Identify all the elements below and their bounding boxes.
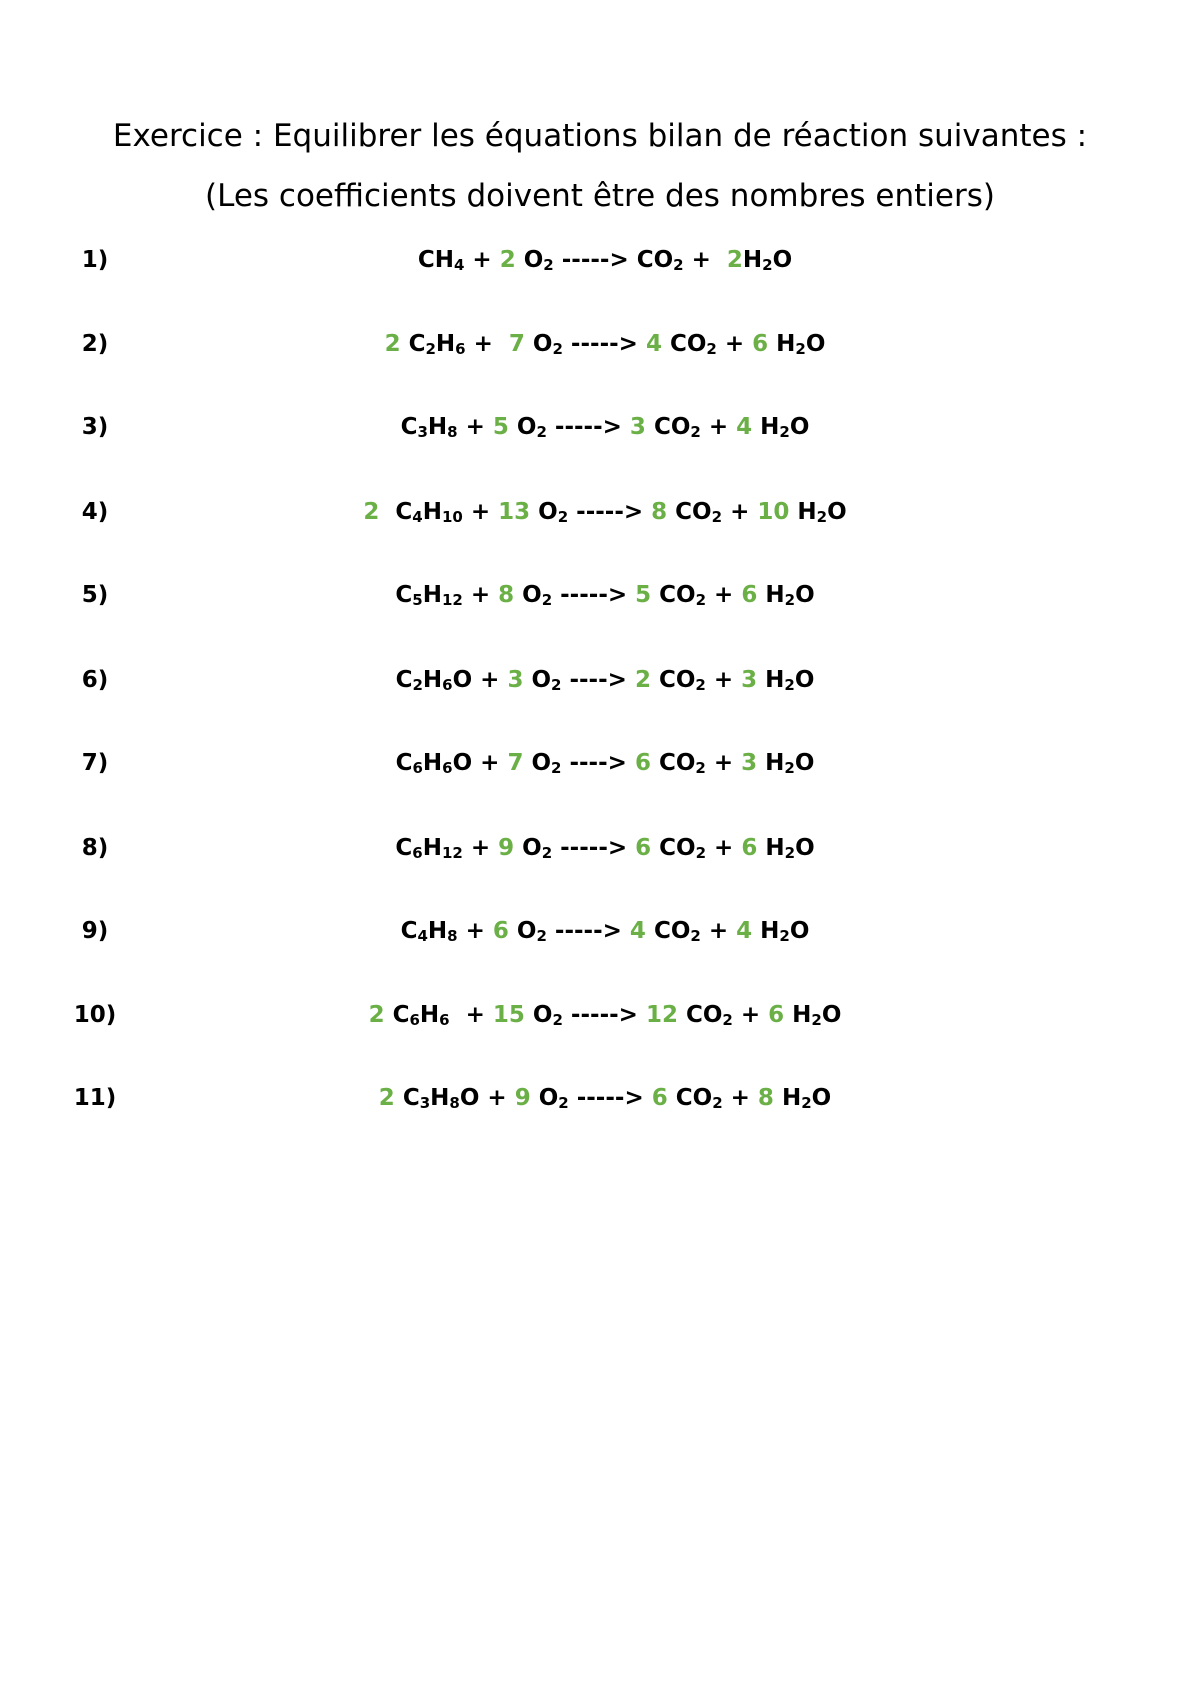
formula-text: O <box>508 918 537 944</box>
formula-text: H <box>789 499 817 525</box>
subscript: 2 <box>779 927 790 945</box>
formula-text: H <box>757 835 785 861</box>
formula-text: H <box>757 582 785 608</box>
formula-text: O <box>811 1085 832 1111</box>
equation-row <box>0 324 1200 364</box>
coefficient: 4 <box>629 918 646 944</box>
formula-text: + <box>457 414 493 440</box>
subscript: 2 <box>552 1011 563 1029</box>
subscript: 2 <box>541 844 553 862</box>
coefficient: 5 <box>635 582 652 608</box>
coefficient: 9 <box>514 1085 531 1111</box>
formula-text: -----> <box>552 582 636 608</box>
formula-text: H <box>752 918 780 944</box>
formula-text: H <box>427 414 448 440</box>
equation-formula <box>0 324 1200 364</box>
equation-row <box>0 1078 1200 1118</box>
equation-row <box>0 743 1200 783</box>
subscript: 6 <box>409 1011 420 1029</box>
coefficient: 9 <box>498 835 515 861</box>
formula-text: + <box>462 499 499 525</box>
coefficient: 13 <box>498 499 531 525</box>
formula-text: CO <box>667 1085 713 1111</box>
equation-formula <box>0 911 1200 951</box>
subscript: 2 <box>551 759 562 777</box>
subscript: 2 <box>690 423 701 441</box>
equation-number: 9) <box>81 918 109 944</box>
equation-row <box>0 911 1200 951</box>
coefficient: 3 <box>507 667 524 693</box>
formula-text: + <box>683 247 727 273</box>
formula-text: + <box>700 918 737 944</box>
formula-text: CH <box>417 247 454 273</box>
coefficient: 3 <box>741 667 758 693</box>
formula-text: CO <box>650 750 696 776</box>
coefficient: 6 <box>634 750 651 776</box>
formula-text: + <box>462 582 499 608</box>
subscript: 2 <box>801 1094 812 1112</box>
formula-text: + <box>472 750 508 776</box>
subscript: 2 <box>557 508 569 526</box>
subscript: 3 <box>419 1094 431 1112</box>
formula-text: H <box>435 331 456 357</box>
formula-text: + <box>706 835 742 861</box>
formula-text: -----> <box>552 835 636 861</box>
coefficient: 2 <box>384 331 401 357</box>
subscript: 2 <box>811 1011 822 1029</box>
formula-text: CO <box>651 582 696 608</box>
formula-text: + <box>457 918 493 944</box>
subscript: 2 <box>425 340 436 358</box>
formula-text: + <box>705 667 742 693</box>
equation-number: 8) <box>81 835 109 861</box>
formula-text: H <box>773 1085 802 1111</box>
subscript: 2 <box>816 508 828 526</box>
coefficient: 12 <box>645 1002 678 1028</box>
formula-text: O <box>523 750 552 776</box>
equation-formula <box>0 1078 1200 1118</box>
formula-text: + <box>716 331 753 357</box>
equation-formula <box>0 828 1200 868</box>
subscript: 2 <box>541 591 553 609</box>
formula-text: + <box>705 750 742 776</box>
equation-row <box>0 828 1200 868</box>
formula-text: -----> <box>568 1085 652 1111</box>
formula-text: CO <box>661 331 707 357</box>
formula-text: O <box>523 667 552 693</box>
formula-text: CO <box>650 667 696 693</box>
equation-formula <box>0 240 1200 280</box>
subscript: 2 <box>558 1094 569 1112</box>
equation-number: 3) <box>81 414 109 440</box>
formula-text: + <box>464 247 500 273</box>
formula-text: O <box>515 247 544 273</box>
subscript: 6 <box>439 1011 450 1029</box>
formula-text: O <box>452 750 473 776</box>
formula-text: H <box>752 414 780 440</box>
formula-text: H <box>768 331 796 357</box>
equation-row <box>0 660 1200 700</box>
equation-formula <box>0 575 1200 615</box>
formula-text: O <box>514 835 542 861</box>
formula-text: O <box>459 1085 480 1111</box>
subscript: 2 <box>543 256 554 274</box>
subscript: 2 <box>706 340 717 358</box>
coefficient: 5 <box>492 414 509 440</box>
formula-text: C <box>400 331 426 357</box>
formula-text: C <box>400 414 418 440</box>
equation-number: 10) <box>73 1002 117 1028</box>
coefficient: 2 <box>363 499 380 525</box>
formula-text: -----> <box>562 1002 646 1028</box>
subscript: 4 <box>453 256 465 274</box>
coefficient: 6 <box>492 918 509 944</box>
subscript: 2 <box>695 591 707 609</box>
formula-text: + <box>722 1085 758 1111</box>
subscript: 2 <box>722 1011 733 1029</box>
formula-text: O <box>789 918 810 944</box>
coefficient: 6 <box>741 582 758 608</box>
formula-text: + <box>462 835 499 861</box>
coefficient: 2 <box>378 1085 395 1111</box>
subscript: 2 <box>779 423 790 441</box>
page-title: Exercice : Equilibrer les équations bilan de réaction suivantes : <box>112 118 1088 154</box>
subscript: 8 <box>449 1094 460 1112</box>
subscript: 3 <box>417 423 428 441</box>
formula-text: + <box>449 1002 493 1028</box>
formula-text: O <box>795 582 815 608</box>
equation-number: 4) <box>81 499 109 525</box>
subscript: 2 <box>673 256 684 274</box>
formula-text: H <box>422 750 443 776</box>
formula-text: H <box>419 1002 440 1028</box>
coefficient: 10 <box>757 499 790 525</box>
equation-number: 5) <box>81 582 109 608</box>
equation-number: 6) <box>81 667 109 693</box>
equation-row <box>0 995 1200 1035</box>
coefficient: 7 <box>507 750 524 776</box>
subscript: 12 <box>441 591 463 609</box>
formula-text: C <box>394 1085 420 1111</box>
subscript: 2 <box>412 676 423 694</box>
coefficient: 2 <box>368 1002 385 1028</box>
equation-row <box>0 407 1200 447</box>
coefficient: 8 <box>651 499 668 525</box>
formula-text: C <box>379 499 413 525</box>
formula-text: C <box>395 835 413 861</box>
subscript: 2 <box>784 676 795 694</box>
formula-text: O <box>530 499 558 525</box>
equation-row <box>0 240 1200 280</box>
coefficient: 6 <box>752 331 769 357</box>
formula-text: O <box>805 331 826 357</box>
equation-formula <box>0 492 1200 532</box>
subscript: 6 <box>412 844 423 862</box>
subscript: 2 <box>695 844 707 862</box>
formula-text: H <box>427 918 448 944</box>
subscript: 4 <box>412 508 423 526</box>
equation-number: 2) <box>81 331 109 357</box>
equation-formula <box>0 743 1200 783</box>
formula-text: ----> <box>561 750 635 776</box>
formula-text: O <box>530 1085 559 1111</box>
formula-text: -----> <box>546 918 630 944</box>
subscript: 2 <box>711 508 723 526</box>
coefficient: 8 <box>498 582 515 608</box>
formula-text: O <box>514 582 542 608</box>
subscript: 2 <box>784 591 796 609</box>
formula-text: O <box>524 331 553 357</box>
formula-text: H <box>422 667 443 693</box>
subscript: 2 <box>552 340 563 358</box>
coefficient: 2 <box>634 667 651 693</box>
formula-text: + <box>465 331 509 357</box>
formula-text: O <box>772 247 793 273</box>
formula-text: ----> <box>561 667 635 693</box>
coefficient: 4 <box>736 918 753 944</box>
coefficient: 6 <box>635 835 652 861</box>
subscript: 2 <box>784 844 796 862</box>
formula-text: + <box>479 1085 515 1111</box>
coefficient: 4 <box>645 331 662 357</box>
formula-text: O <box>789 414 810 440</box>
subscript: 8 <box>447 927 458 945</box>
equation-number: 7) <box>81 750 109 776</box>
formula-text: H <box>757 667 785 693</box>
subscript: 2 <box>690 927 701 945</box>
formula-text: H <box>742 247 763 273</box>
formula-text: H <box>430 1085 450 1111</box>
coefficient: 2 <box>726 247 743 273</box>
subscript: 5 <box>412 591 423 609</box>
formula-text: + <box>700 414 737 440</box>
equation-number: 11) <box>73 1085 117 1111</box>
formula-text: O <box>524 1002 553 1028</box>
formula-text: H <box>422 582 442 608</box>
subscript: 2 <box>695 676 706 694</box>
formula-text: H <box>422 499 442 525</box>
formula-text: C <box>400 918 418 944</box>
subscript: 2 <box>695 759 706 777</box>
equation-formula <box>0 995 1200 1035</box>
formula-text: H <box>422 835 442 861</box>
subscript: 10 <box>441 508 463 526</box>
formula-text: + <box>472 667 508 693</box>
subscript: 2 <box>551 676 562 694</box>
coefficient: 7 <box>508 331 525 357</box>
formula-text: CO <box>645 918 691 944</box>
formula-text: H <box>757 750 785 776</box>
subscript: 8 <box>447 423 458 441</box>
formula-text: O <box>821 1002 842 1028</box>
formula-text: C <box>395 750 413 776</box>
coefficient: 8 <box>757 1085 774 1111</box>
equation-row <box>0 575 1200 615</box>
formula-text: CO <box>677 1002 723 1028</box>
coefficient: 6 <box>768 1002 785 1028</box>
coefficient: 3 <box>629 414 646 440</box>
formula-text: CO <box>645 414 691 440</box>
formula-text: C <box>395 582 413 608</box>
equation-formula <box>0 407 1200 447</box>
subscript: 12 <box>441 844 463 862</box>
subscript: 2 <box>536 423 547 441</box>
coefficient: 3 <box>741 750 758 776</box>
formula-text: O <box>508 414 537 440</box>
coefficient: 6 <box>651 1085 668 1111</box>
subscript: 6 <box>442 759 453 777</box>
formula-text: CO <box>667 499 712 525</box>
formula-text: H <box>784 1002 812 1028</box>
formula-text: -----> <box>568 499 652 525</box>
coefficient: 15 <box>492 1002 525 1028</box>
formula-text: O <box>795 835 815 861</box>
equation-number: 1) <box>81 247 109 273</box>
formula-text: + <box>706 582 742 608</box>
formula-text: C <box>384 1002 410 1028</box>
formula-text: O <box>452 667 473 693</box>
formula-text: O <box>827 499 847 525</box>
formula-text: -----> <box>562 331 646 357</box>
equation-formula <box>0 660 1200 700</box>
subscript: 2 <box>762 256 773 274</box>
subscript: 2 <box>795 340 806 358</box>
formula-text: + <box>722 499 758 525</box>
coefficient: 6 <box>741 835 758 861</box>
subscript: 2 <box>784 759 795 777</box>
formula-text: C <box>395 667 413 693</box>
formula-text: O <box>794 750 815 776</box>
formula-text: O <box>794 667 815 693</box>
formula-text: -----> CO <box>553 247 674 273</box>
formula-text: -----> <box>546 414 630 440</box>
page-subtitle: (Les coefficients doivent être des nombres entiers) <box>205 178 995 214</box>
formula-text: CO <box>651 835 696 861</box>
coefficient: 2 <box>499 247 516 273</box>
subscript: 6 <box>412 759 423 777</box>
coefficient: 4 <box>736 414 753 440</box>
subscript: 2 <box>536 927 547 945</box>
subscript: 6 <box>442 676 453 694</box>
subscript: 6 <box>455 340 466 358</box>
subscript: 2 <box>712 1094 723 1112</box>
equation-row <box>0 492 1200 532</box>
formula-text: + <box>732 1002 769 1028</box>
subscript: 4 <box>417 927 428 945</box>
